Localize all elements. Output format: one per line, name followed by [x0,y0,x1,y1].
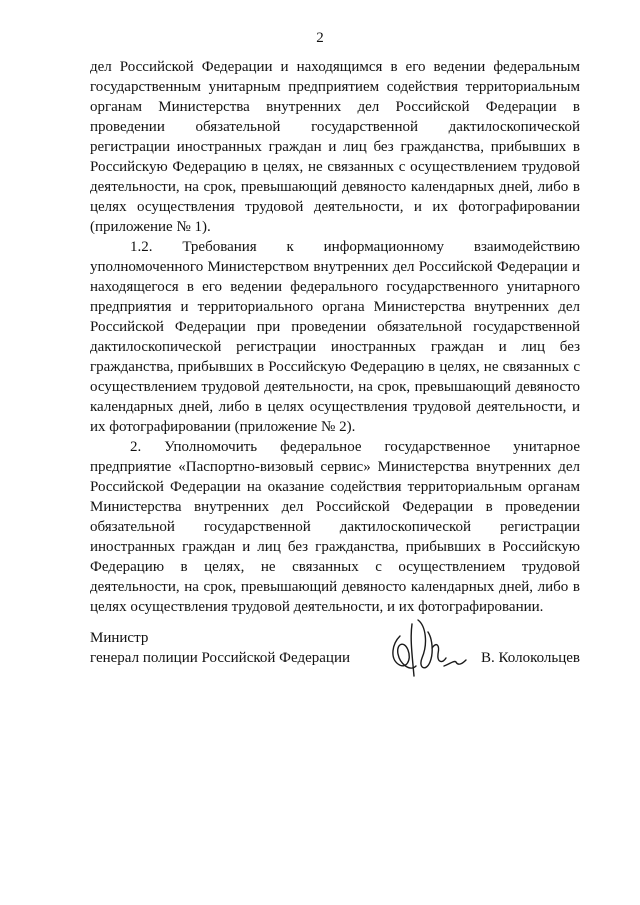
paragraph-continuation: дел Российской Федерации и находящимся в его ведении федеральным государственным унитарным предприятием содействия территориальным органам Министерства внутренних дел Российской Федерации в проведении обязательной государственной дактилоскопической регистрации иностранных граждан и лиц без гражданства, прибывших в Российскую Федерацию в целях, не связанных с осуществлением трудовой деятельности, на срок, превышающий девяносто календарных дней, либо в целях осуществления трудовой деятельности, и их фотографировании (приложение № 1). [90,59,580,235]
signature-block [90,628,580,698]
document-body [90,57,580,617]
signature-stroke-4 [432,645,446,662]
paragraph-item-2: 2. Уполномочить федеральное государственное унитарное предприятие «Паспортно-визовый сервис» Министерства внутренних дел Российской Федерации на оказание содействия территориальным органам Министерства внутренних дел Российской Федерации в проведении обязательной государственной дактилоскопической регистрации иностранных граждан и лиц без гражданства, прибывших в Российскую Федерацию в целях, не связанных с осуществлением трудовой деятельности, на срок, превышающий девяносто календарных дней, либо в целях осуществления трудовой деятельности, и их фотографировании. [90,439,580,615]
signature-stroke-5 [444,660,466,666]
signature-stroke-3 [418,620,432,668]
signatory-rank: генерал полиции Российской Федерации [90,650,351,666]
signatory-name: В. Колокольцев [481,650,580,666]
signatory-position: Министр [90,630,149,646]
page-number: 2 [316,30,324,46]
handwritten-signature [382,614,472,684]
paragraph-item-1-2: 1.2. Требования к информационному взаимодействию уполномоченного Министерством внутренних дел Российской Федерации и находящегося в его ведении федерального государственного унитарного предприятия и территориального органа Министерства внутренних дел Российской Федерации при проведении обязательной государственной дактилоскопической регистрации иностранных граждан и лиц без гражданства, прибывших в Российскую Федерацию в целях, не связанных с осуществлением трудовой деятельности, на срок, превышающий девяносто календарных дней, либо в целях осуществления трудовой деятельности, и их фотографировании (приложение № 2). [90,239,580,435]
